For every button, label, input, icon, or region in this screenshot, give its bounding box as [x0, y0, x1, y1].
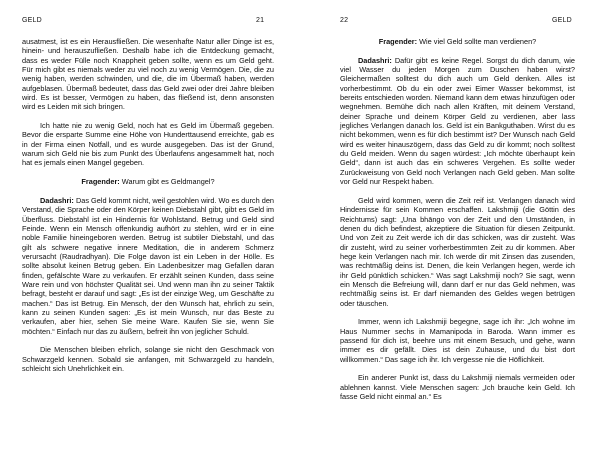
paragraph: Ich hatte nie zu wenig Geld, noch hat es Geld im Übermaß gegeben. Bevor die ersparte Summe eine Höhe von Hunderttausend erreichte, gab es in der Firma einen Notfall, und es wurde ausgegeben. Das ist der Grund, warum sich Geld nie bis zum Punkt des Überlaufens angesammelt hat, noch hat es jemals einen Mangel gegeben.	[22, 121, 274, 168]
right-page	[300, 0, 600, 465]
page-number: 22	[340, 17, 349, 24]
speaker-label: Dadashri:	[358, 55, 392, 65]
answer-text: Das Geld kommt nicht, weil gestohlen wird. Wo es durch den Verstand, die Sprache oder den Körper keinen Diebstahl gibt, gibt es Geld im Überfluss. Diebstahl ist ein Hindernis für Wohlstand. Betrug und Geld sind Feinde. Wenn ein Mensch offenkundig aufhört zu stehlen, wird er in eine noble Familie hineingeboren werden. Betrug ist subtiler Diebstahl, und das gilt als schwere negative innere Meditation, die in anderem Schmerz verursacht (Raudradhyan). Die Folge davon ist ein Leben in der Hölle. Es sollte absolut keinen Betrug geben. Ein Ladenbesitzer mag Gefallen daran finden, gefälschte Ware zu verkaufen. Er erzählt seinen Kunden, dass seine Ware rein und von höchster Qualität sei. Und wenn man ihn zu seiner Taktik befragt, besteht er darauf und sagt: „Es ist der einzige Weg, um Geschäfte zu machen.“ Das ist Betrug. Ein Mensch, der den Wunsch hat, ehrlich zu sein, kann zu seinen Kunden sagen: „Es ist mein Wunsch, nur das Beste zu verkaufen, aber hier, sehen Sie meine Ware. Kaufen Sie sie, wenn Sie möchten.“ Einfach nur das zu äußern, befreit ihn von jeglicher Schuld.	[22, 195, 274, 336]
speaker-label: Dadashri:	[40, 195, 74, 205]
paragraph: Die Menschen bleiben ehrlich, solange sie nicht den Geschmack von Schwarzgeld kennen. Sobald sie anfangen, mit Schwarzgeld zu handeln, schleicht sich Unehrlichkeit ein.	[22, 345, 274, 374]
answer-paragraph	[340, 56, 575, 187]
paragraph: Geld wird kommen, wenn die Zeit reif ist. Verlangen danach wird Hindernisse für sein Kommen erschaffen. Lakshmiji (die Göttin des Reichtums) sagt: „Una bhāngo von der Zeit und den Umständen, in denen du dich befindest, akzeptiere die Situation für diesen Zeitpunkt. Und von Zeit zu Zeit werde ich dir das schicken, was dir zusteht. Was dir zusteht, wird zu seiner vorherbestimmten Zeit zu dir kommen. Aber hege kein Verlangen nach mir. Ich werde dir mit Zinsen das zusenden, was rechtmäßig deins ist. Denen, die kein Verlangen hegen, werde ich ihr Geld pünktlich schicken.“ Was sagt Lakshmiji noch? Sie sagt, wenn ein Mensch die Befreiung will, dann darf er nur das Geld nehmen, was rechtmäßig seins ist. Er darf niemanden des Geldes wegen betrügen oder täuschen.	[340, 195, 575, 308]
question	[22, 177, 274, 186]
page-body	[340, 37, 575, 401]
question-text: Wie viel Geld sollte man verdienen?	[417, 37, 537, 46]
running-header-title: GELD	[552, 17, 572, 24]
answer-paragraph	[22, 196, 274, 336]
paragraph: ausatmest, ist es ein Herausfließen. Die wesenhafte Natur aller Dinge ist es, hinein- und herauszufließen. Deshalb habe ich die Entdeckung gemacht, dass es weder Fülle noch Knappheit geben sollte, wenn es um Geld geht. Für mich gibt es niemals weder zu viel noch zu wenig Vermögen. Die, die zu wenig haben, werden schwinden, und die, die im Übermaß haben, werden aufgeblasen. Übermaß bedeutet, dass das Geld zwei oder drei Jahre bleiben wird. Es ist besser, Vermögen zu haben, das fließend ist, denn ansonsten wird es Leiden mit sich bringen.	[22, 37, 274, 112]
page-number: 21	[256, 17, 265, 24]
paragraph: Immer, wenn ich Lakshmiji begegne, sage ich ihr: „Ich wohne im Haus Nummer sechs in Mamanipoda in Baroda. Wann immer es passend für dich ist, beehre uns mit einem Besuch, und gehe, wann immer es dir gefällt. Dies ist dein Zuhause, und du bist dort willkommen.“ Das sage ich ihr. Ich vergesse nie die Höflichkeit.	[340, 317, 575, 364]
question-text: Warum gibt es Geldmangel?	[119, 177, 215, 187]
page-body	[22, 37, 274, 373]
speaker-label: Fragender:	[81, 177, 120, 187]
answer-text: Dafür gibt es keine Regel. Sorgst du dich darum, wie viel Wasser du jeden Morgen zum Duschen haben wirst? Gleichermaßen solltest du dich auch um Geld denken. Alles ist vorherbestimmt. Ob du ein oder zwei Eimer Wasser bekommst, ist bereits entschieden worden. Niemand kann dem etwas hinzufügen oder wegnehmen. Bemühe dich nach allen Kräften, mit deinem Verstand, deiner Sprache und deinem Körper Geld zu verdienen, aber lass jegliches Verlangen danach los. Geld ist ein Bankguthaben. Wirst du es nicht bekommen, wenn es für dich bestimmt ist? Der Wunsch nach Geld wird es weiter hinauszögern, dass das Geld zu dir kommt; noch solltest du Geld meiden. Wenn du sagen würdest: „Ich möchte überhaupt kein Geld“, dann ist auch das ein schweres Vergehen. Es sollte weder Zurückweisung von Geld noch Verlangen nach Geld geben. Man sollte vor Geld nur Respekt haben.	[340, 55, 575, 187]
question	[340, 37, 575, 46]
paragraph: Ein anderer Punkt ist, dass du Lakshmiji niemals vermeiden oder ablehnen kannst. Viele Menschen sagen: „Ich brauche kein Geld. Ich fasse Geld nicht einmal an.“ Es	[340, 373, 575, 402]
speaker-label: Fragender:	[378, 37, 418, 46]
running-header-title: GELD	[22, 17, 42, 24]
